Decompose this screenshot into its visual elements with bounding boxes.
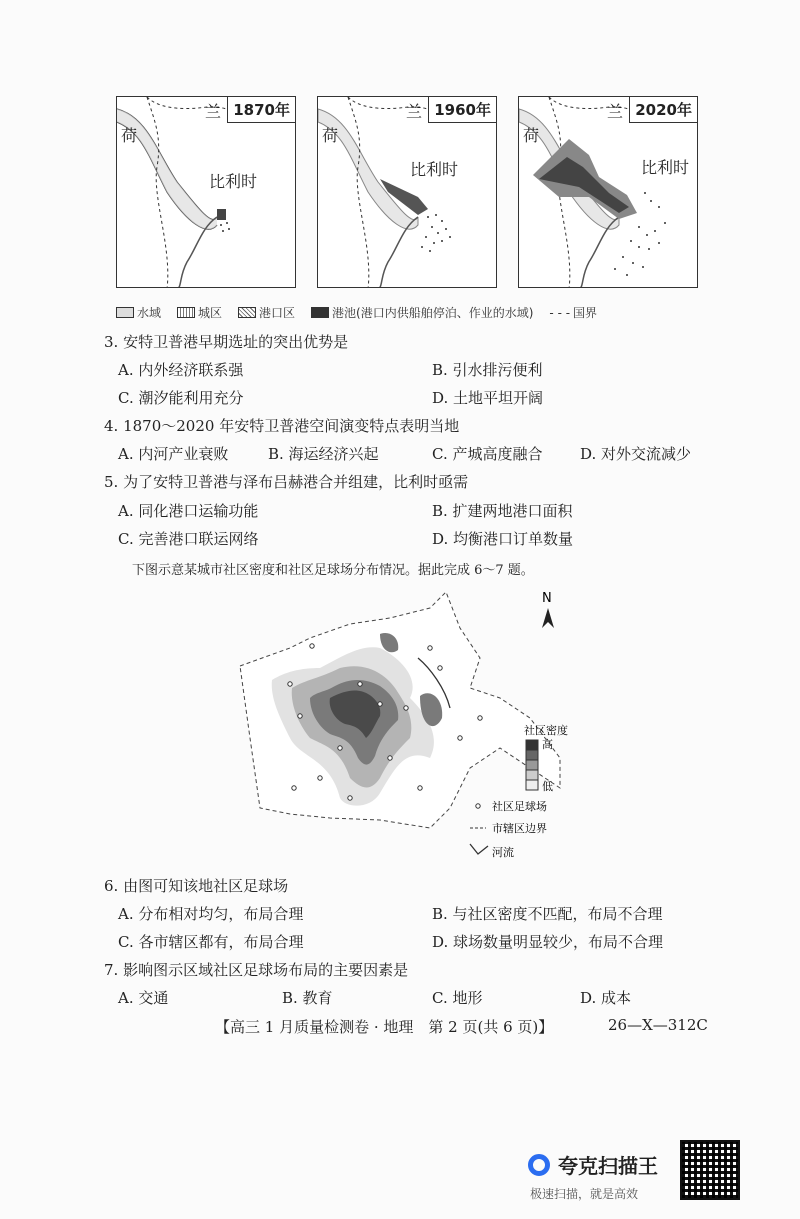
- netherlands-label: 荷: [322, 126, 339, 145]
- page-footer: 【高三 1 月质量检测卷 · 地理 第 2 页(共 6 页)】: [215, 1018, 554, 1036]
- legend-basin: 港池(港口内供船舶停泊、作业的水域): [332, 306, 534, 320]
- map-2020: [518, 96, 698, 288]
- year-label: 1870年: [227, 97, 295, 123]
- map-1960: [317, 96, 497, 288]
- q6-option-d[interactable]: D. 球场数量明显较少，布局不合理: [432, 933, 664, 951]
- map-2020-drawing: [519, 97, 698, 288]
- fields-legend-label: 社区足球场: [492, 800, 547, 813]
- q5-option-c[interactable]: C. 完善港口联运网络: [118, 530, 259, 548]
- q7-option-a[interactable]: A. 交通: [118, 989, 169, 1007]
- city-swatch: [177, 307, 195, 318]
- density-legend-title: 社区密度: [524, 724, 568, 737]
- q3-option-c[interactable]: C. 潮汐能利用充分: [118, 389, 244, 407]
- water-swatch: [116, 307, 134, 318]
- symbol-legend: [470, 799, 547, 859]
- q4-option-d[interactable]: D. 对外交流减少: [580, 445, 692, 463]
- qr-code-icon: [680, 1140, 740, 1200]
- netherlands-label-2: 兰: [607, 102, 624, 121]
- scanner-slogan: 极速扫描，就是高效: [530, 1187, 639, 1201]
- q3-option-d[interactable]: D. 土地平坦开阔: [432, 389, 544, 407]
- density-map: [230, 588, 590, 868]
- q5-stem: 5. 为了安特卫普港与泽布吕赫港合并组建，比利时亟需: [104, 473, 469, 491]
- density-low-label: 低: [542, 780, 553, 793]
- year-label: 1960年: [428, 97, 496, 123]
- year-label: 2020年: [629, 97, 697, 123]
- q3-stem: 3. 安特卫普港早期选址的突出优势是: [104, 333, 349, 351]
- border-dash: - - -: [549, 305, 571, 320]
- legend-water: 水域: [137, 306, 162, 320]
- q4-option-a[interactable]: A. 内河产业衰败: [118, 445, 229, 463]
- netherlands-label-2: 兰: [406, 102, 423, 121]
- map-1870-drawing: [117, 97, 296, 288]
- river-legend-label: 河流: [492, 846, 514, 859]
- q6-stem: 6. 由图可知该地社区足球场: [104, 877, 289, 895]
- q3-option-a[interactable]: A. 内外经济联系强: [118, 361, 244, 379]
- port-swatch: [238, 307, 256, 318]
- q6-option-c[interactable]: C. 各市辖区都有，布局合理: [118, 933, 304, 951]
- map-legend: [116, 304, 613, 321]
- q7-option-c[interactable]: C. 地形: [432, 989, 483, 1007]
- netherlands-label: 荷: [121, 126, 138, 145]
- belgium-label: 比利时: [209, 172, 258, 191]
- q7-option-b[interactable]: B. 教育: [282, 989, 333, 1007]
- paper-code: 26—X—312C: [608, 1016, 708, 1034]
- legend-city: 城区: [198, 306, 223, 320]
- north-arrow: [542, 591, 554, 628]
- district-legend-label: 市辖区边界: [492, 822, 547, 835]
- q5-option-d[interactable]: D. 均衡港口订单数量: [432, 530, 574, 548]
- legend-port: 港口区: [259, 306, 296, 320]
- belgium-label: 比利时: [641, 158, 690, 177]
- netherlands-label-2: 兰: [205, 102, 222, 121]
- q7-option-d[interactable]: D. 成本: [580, 989, 632, 1007]
- scanner-name: 夸克扫描王: [558, 1154, 658, 1178]
- q3-option-b[interactable]: B. 引水排污便利: [432, 361, 543, 379]
- q4-stem: 4. 1870～2020 年安特卫普港空间演变特点表明当地: [104, 417, 460, 435]
- density-high-label: 高: [542, 738, 553, 751]
- q6-option-a[interactable]: A. 分布相对均匀，布局合理: [118, 905, 304, 923]
- north-label: N: [542, 591, 552, 606]
- map-1960-drawing: [318, 97, 497, 288]
- legend-border: 国界: [573, 306, 598, 320]
- scanner-logo-icon: [528, 1154, 550, 1176]
- netherlands-label: 荷: [523, 126, 540, 145]
- q6-option-b[interactable]: B. 与社区密度不匹配，布局不合理: [432, 905, 663, 923]
- q5-option-b[interactable]: B. 扩建两地港口面积: [432, 502, 573, 520]
- q5-option-a[interactable]: A. 同化港口运输功能: [118, 502, 259, 520]
- intro-text: 下图示意某城市社区密度和社区足球场分布情况。据此完成 6～7 题。: [132, 563, 534, 578]
- q7-stem: 7. 影响图示区域社区足球场布局的主要因素是: [104, 961, 409, 979]
- q4-option-b[interactable]: B. 海运经济兴起: [268, 445, 379, 463]
- basin-swatch: [311, 307, 329, 318]
- belgium-label: 比利时: [410, 160, 459, 179]
- scanner-watermark: [528, 1150, 688, 1202]
- q4-option-c[interactable]: C. 产城高度融合: [432, 445, 543, 463]
- map-1870: [116, 96, 296, 288]
